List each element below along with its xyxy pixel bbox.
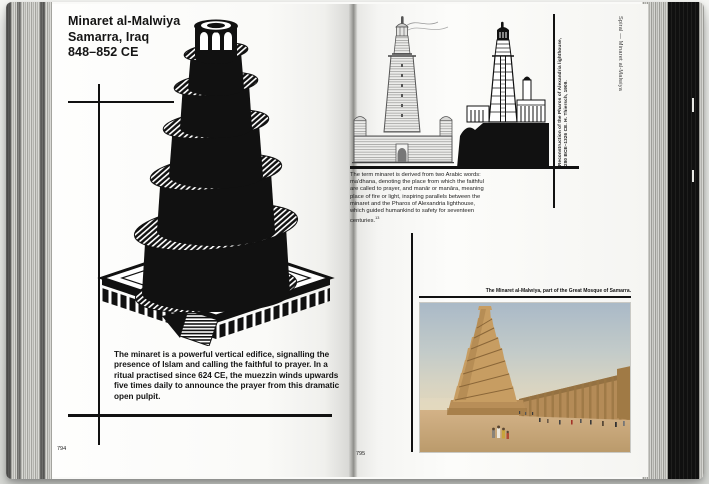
page-edge-highlight <box>692 98 694 112</box>
photo-caption: The Minaret al-Malwiya, part of the Great Mosque of Samarra. <box>485 288 631 294</box>
page-number-left: 794 <box>57 446 67 452</box>
figure-crosshair-vertical-line <box>553 14 555 208</box>
figure-bottom-rule <box>350 166 579 169</box>
title-line-1: Minaret al-Malwiya <box>68 14 181 28</box>
minaret-spiral-illustration <box>92 16 340 346</box>
pharos-engraving-figure <box>352 14 454 166</box>
minaret-photo <box>419 302 631 453</box>
body-text-content: The term minaret is derived from two Arabic words: ma'dhana, denoting the place from which the faithful are called to prayer, and manār or manāra, meaning place of fire or light, inspiring parallels between the minaret and the Pharos of Alexandria lighthouse, which guided humankind to safety for seventeen centuries. <box>350 172 484 225</box>
pharos-caption-line-2: 280 BCE–1326 CE. H. Thiersch, 1909. <box>563 80 568 166</box>
running-head-vertical: Spiral — Minaret al-Malwiya <box>617 16 623 92</box>
pharos-figure-caption <box>557 14 568 166</box>
caption-top-rule <box>68 414 332 417</box>
photo-caption-rule <box>419 296 631 298</box>
photo-crosshair-vertical-line <box>411 233 413 452</box>
title-line-2: Samarra, Iraq <box>68 29 150 44</box>
page-number-right: 795 <box>356 451 366 457</box>
page-edge-highlight <box>692 170 694 182</box>
black-chapter-edge <box>668 2 699 479</box>
left-fore-edge <box>6 2 52 479</box>
footnote-reference: 13 <box>375 216 380 221</box>
title-line-3: 848–852 CE <box>68 45 139 59</box>
pharos-section-figure <box>457 20 549 168</box>
right-fore-edge <box>642 2 704 479</box>
pharos-caption-line-1: Reconstruction of the Pharos of Alexandria lighthouse, <box>557 37 562 166</box>
body-text <box>350 172 485 225</box>
left-page-caption: The minaret is a powerful vertical edifice, signalling the presence of Islam and calling the faithful to prayer. In a ritual practised since 624 CE, the muezzin winds upwards five times daily to announce the prayer from this dramatic open pulpit. <box>114 350 340 401</box>
